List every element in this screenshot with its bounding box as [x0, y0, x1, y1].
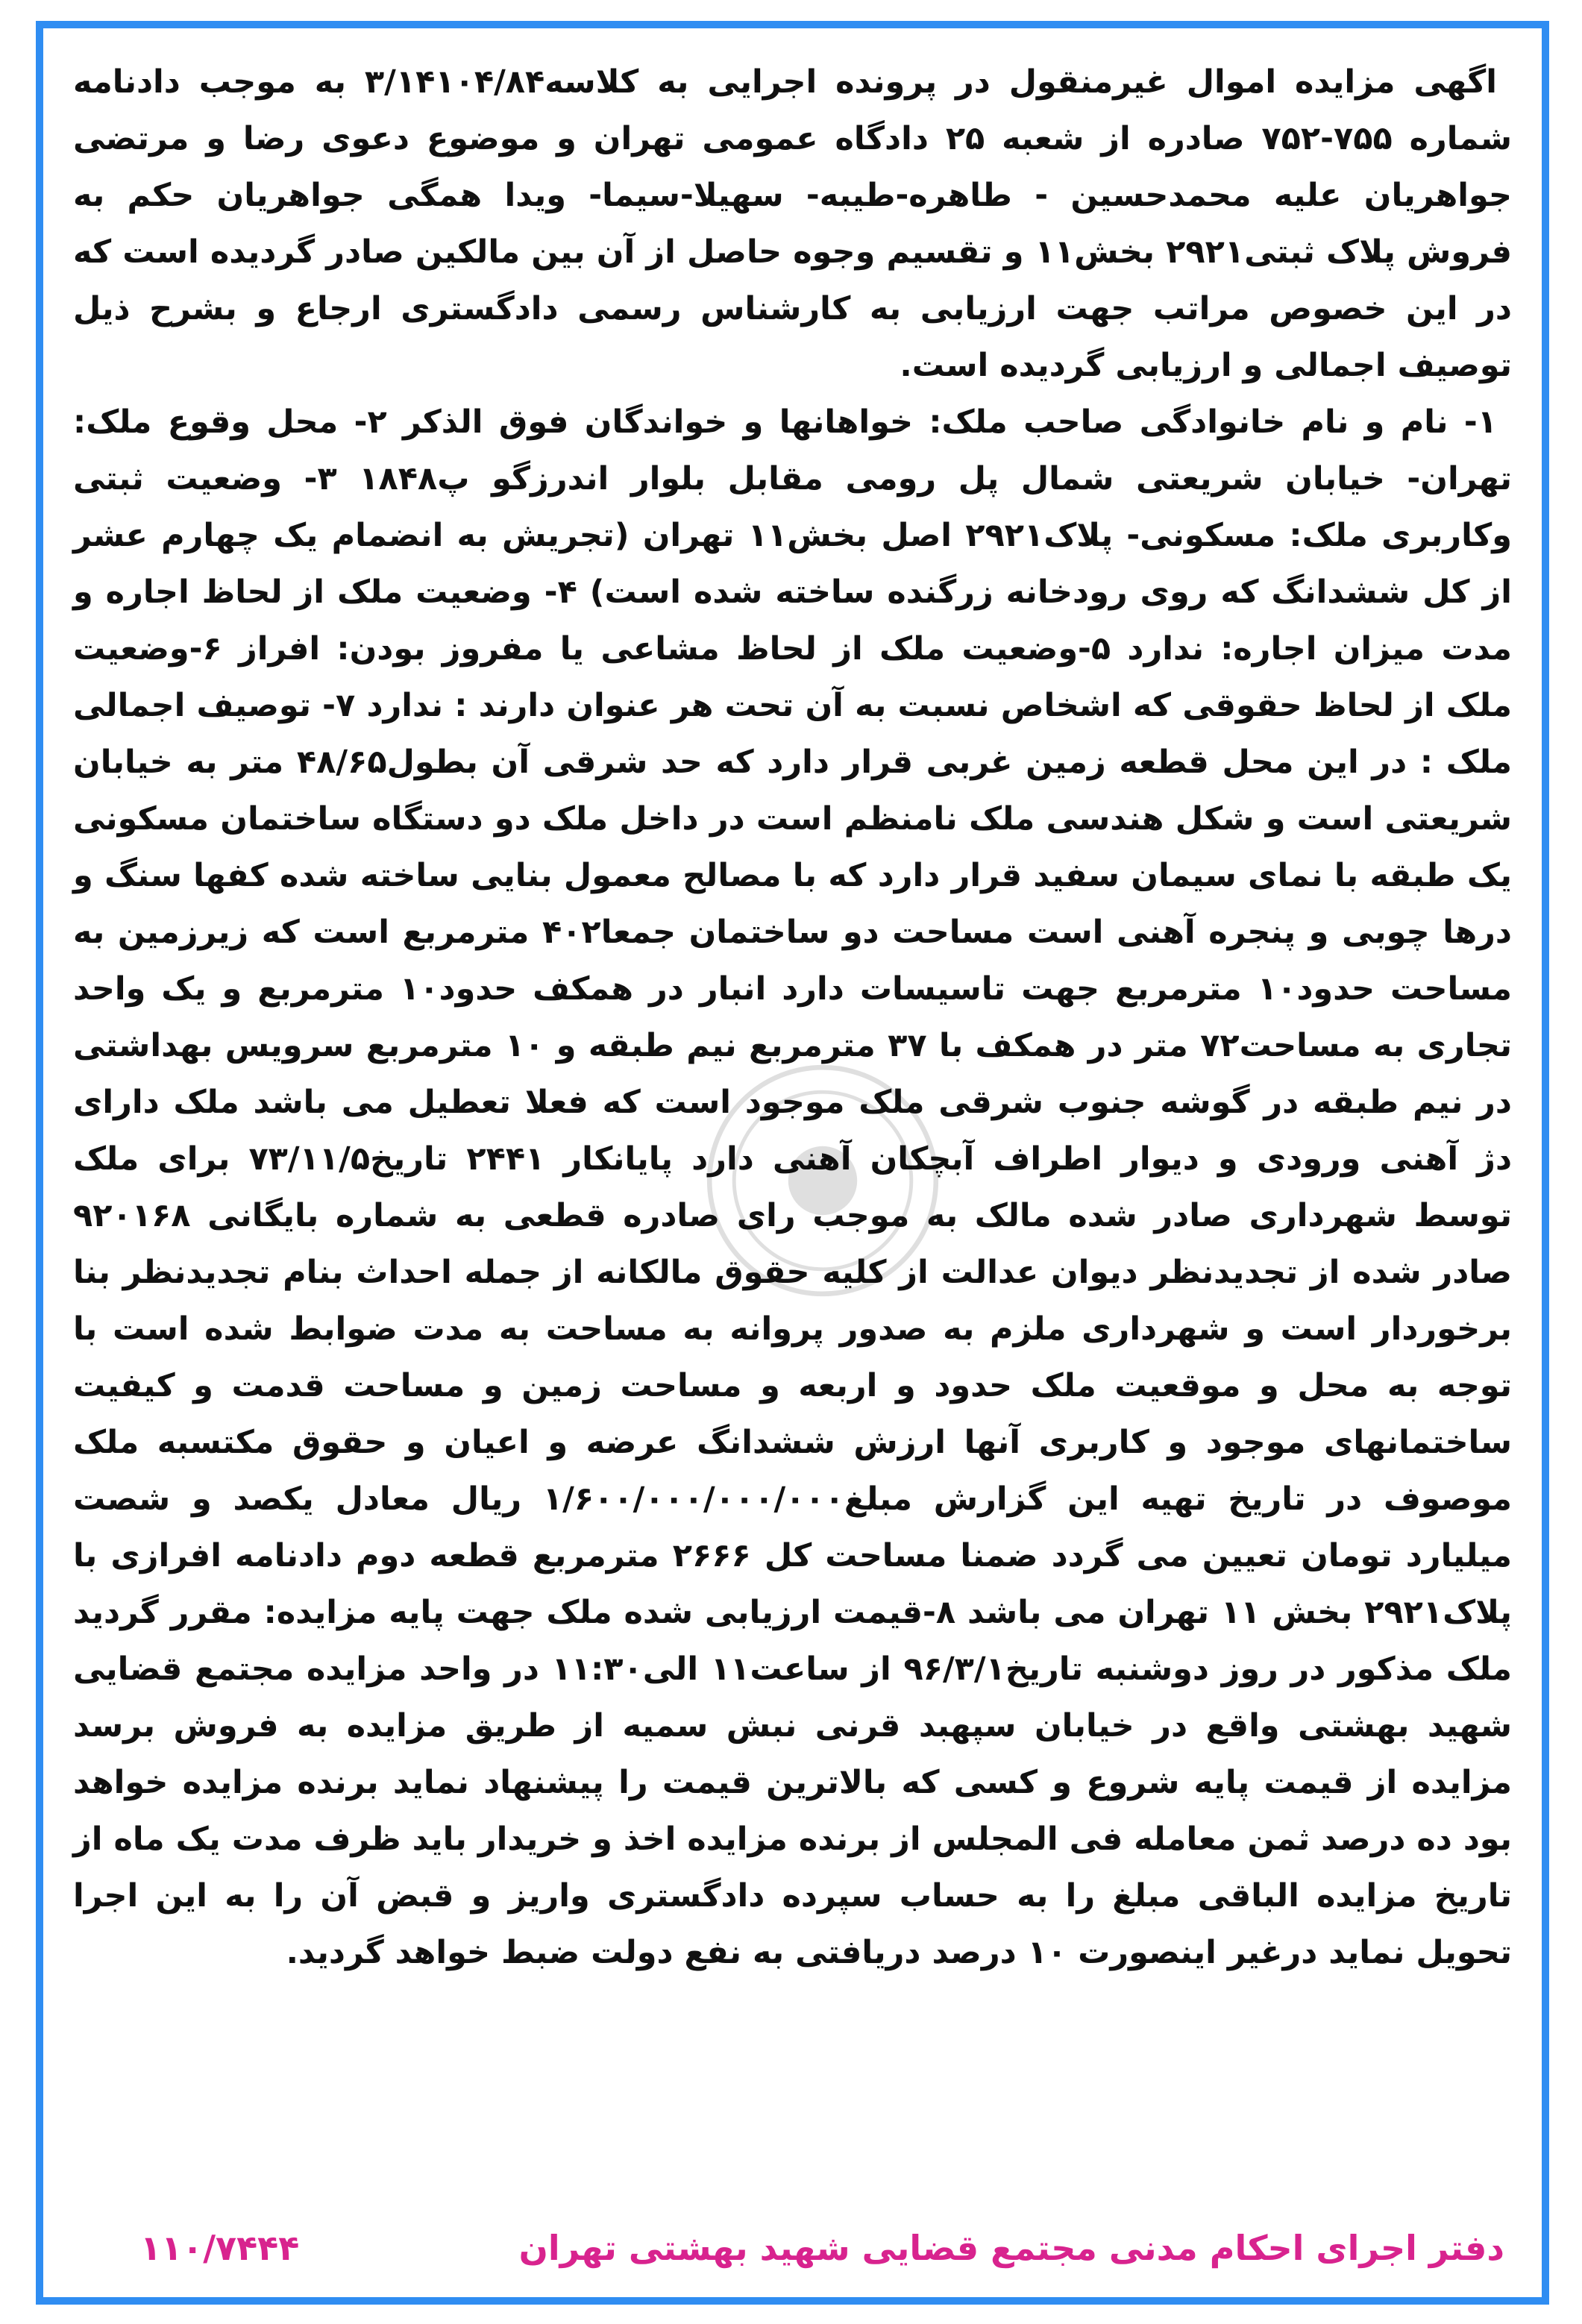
notice-paragraph-details: ۱- نام و نام خانوادگی صاحب ملک: خواهانها و خواندگان فوق الذکر ۲- محل وقوع ملک: تهران- خیابان شریعتی شمال پل رومی مقابل بلوار اندرزگو پ۱۸۴۸ ۳- وضعیت ثبتی وکاربری ملک: مسکونی- پلاک۲۹۲۱ اصل بخش۱۱ تهران (تجریش به انضمام یک چهارم عشر از کل ششدانگ که روی رودخانه زرگنده ساخته شده است) ۴- وضعیت ملک از لحاظ اجاره و مدت میزان اجاره: ندارد ۵-وضعیت ملک از لحاظ مشاعی یا مفروز بودن: افراز ۶-وضعیت ملک از لحاظ حقوقی که اشخاص نسبت به آن تحت هر عنوان دارند : ندارد ۷- توصیف اجمالی ملک : در این محل قطعه زمین غربی قرار دارد که حد شرقی آن بطول۴۸/۶۵ متر به خیابان شریعتی است و شکل هندسی ملک نامنظم است در داخل ملک دو دستگاه ساختمان مسکونی یک طبقه با نمای سیمان سفید قرار دارد که با مصالح معمول بنایی ساخته شده کفها سنگ و درها چوبی و پنجره آهنی است مساحت دو ساختمان جمعا۴۰۲ مترمربع است که زیرزمین به مساحت حدود۱۰ مترمربع جهت تاسیسات دارد انبار در همکف حدود۱۰ مترمربع و یک واحد تجاری به مساحت۷۲ متر در همکف با ۳۷ مترمربع نیم طبقه و ۱۰ مترمربع سرویس بهداشتی در نیم طبقه در گوشه جنوب شرقی ملک موجود است که فعلا تعطیل می باشد ملک دارای دژ آهنی ورودی و دیوار اطراف آبچکان آهنی دارد پایانکار ۲۴۴۱ تاریخ۷۳/۱۱/۵ برای ملک توسط شهرداری صادر شده مالک به موجب رای صادره قطعی به شماره بایگانی ۹۲۰۱۶۸ صادر شده از تجدیدنظر دیوان عدالت از کلیه حقوق مالکانه از جمله احداث بنام تجدیدنظر بنا برخوردار است و شهرداری ملزم به صدور پروانه به مساحت به مدت ضوابط شده است با توجه به محل و موقعیت ملک حدود و اربعه و مساحت زمین و مساحت قدمت و کیفیت ساختمانهای موجود و کاربری آنها ارزش ششدانگ عرضه و اعیان و حقوق مکتسبه ملک موصوف در تاریخ تهیه این گزارش مبلغ۱/۶۰۰/۰۰۰/۰۰۰/۰۰۰ ریال معادل یکصد و شصت میلیارد تومان تعیین می گردد ضمنا مساحت کل ۲۶۶۶ مترمربع قطعه دوم دادنامه افرازی با پلاک۲۹۲۱ بخش ۱۱ تهران می باشد ۸-قیمت ارزیابی شده ملک جهت پایه مزایده: مقرر گردید ملک مذکور در روز دوشنبه تاریخ۹۶/۳/۱ از ساعت۱۱ الی۱۱:۳۰ در واحد مزایده مجتمع قضایی شهید بهشتی واقع در خیابان سپهبد قرنی نبش سمیه از طریق مزایده به فروش برسد مزایده از قیمت پایه شروع و کسی که بالاترین قیمت را پیشنهاد نماید برنده مزایده خواهد بود ده درصد ثمن معامله فی المجلس از برنده مزایده اخذ و خریدار باید ظرف مدت یک ماه از تاریخ مزایده الباقی مبلغ را به حساب سپرده دادگستری واریز و قبض آن را به این اجرا تحویل نماید درغیر اینصورت ۱۰ درصد دریافتی به نفع دولت ضبط خواهد گردید.	[73, 403, 1513, 1971]
notice-frame	[36, 21, 1549, 2305]
notice-paragraph-intro: اگهی مزایده اموال غیرمنقول در پرونده اجرایی به کلاسه۳/۱۴۱۰۴/۸۴ به موجب دادنامه شماره ۷۵۵-۷۵۲ صادره از شعبه ۲۵ دادگاه عمومی تهران و موضوع دعوی رضا و مرتضی جواهریان علیه محمدحسین - طاهره-طیبه- سهیلا-سیما- ویدا همگی جواهریان حکم به فروش پلاک ثبتی۲۹۲۱ بخش۱۱ و تقسیم وجوه حاصل از آن بین مالکین صادر گردیده است که در این خصوص مراتب جهت ارزیابی به کارشناس رسمی دادگستری ارجاع و بشرح ذیل توصیف اجمالی و ارزیابی گردیده است.	[73, 63, 1513, 384]
notice-body	[73, 54, 1512, 1981]
notice-footer	[73, 2218, 1512, 2278]
issuing-office: دفتر اجرای احکام مدنی مجتمع قضایی شهید بهشتی تهران	[518, 2228, 1504, 2268]
notice-code: ۱۱۰/۷۴۴۴	[140, 2228, 300, 2268]
